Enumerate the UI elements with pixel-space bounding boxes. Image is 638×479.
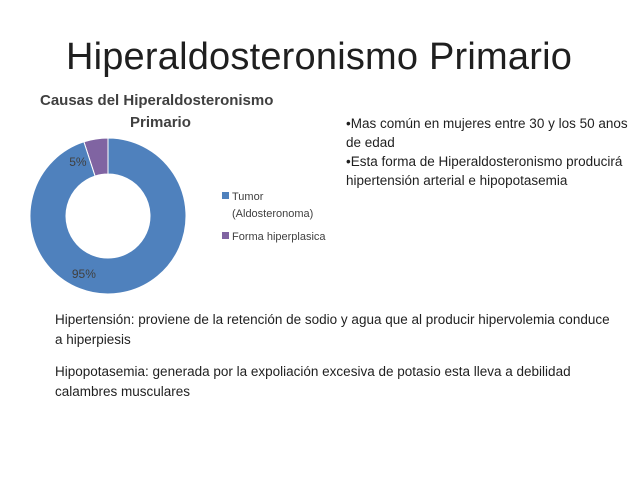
bullet-item: •Mas común en mujeres entre 30 y los 50 anos de edad bbox=[346, 116, 628, 150]
legend-label-hiperplasica: Forma hiperplasica bbox=[232, 231, 326, 243]
paragraph-hipertension: Hipertensión: proviene de la retención de sodio y agua que al producir hipervolemia conduce a hiperpiesis bbox=[55, 312, 610, 347]
slide-title: Hiperaldosteronismo Primario bbox=[65, 36, 573, 78]
data-label-tumor: 95% bbox=[71, 267, 96, 282]
legend-label-tumor: Tumor (Aldosteronoma) bbox=[232, 191, 314, 220]
legend-swatch-hiperplasica bbox=[222, 232, 229, 239]
paragraph-hipopotasemia: Hipopotasemia: generada por la expoliación excesiva de potasio esta lleva a debilidad calambres musculares bbox=[55, 364, 571, 399]
donut-chart bbox=[28, 136, 188, 296]
chart-legend bbox=[222, 189, 332, 252]
data-label-hiperplasica: 5% bbox=[69, 154, 87, 169]
legend-swatch-tumor bbox=[222, 192, 229, 199]
chart-title bbox=[40, 90, 300, 134]
chart-title-line2: Primario bbox=[130, 114, 191, 131]
bullet-list bbox=[346, 114, 631, 190]
legend-item-hiperplasica bbox=[222, 229, 332, 246]
chart-title-line1: Causas del Hiperaldosteronismo bbox=[40, 92, 274, 109]
donut-slice-tumor bbox=[30, 138, 186, 294]
legend-item-tumor bbox=[222, 189, 332, 223]
bullet-item: •Esta forma de Hiperaldosteronismo producirá hipertensión arterial e hipopotasemia bbox=[346, 154, 623, 188]
